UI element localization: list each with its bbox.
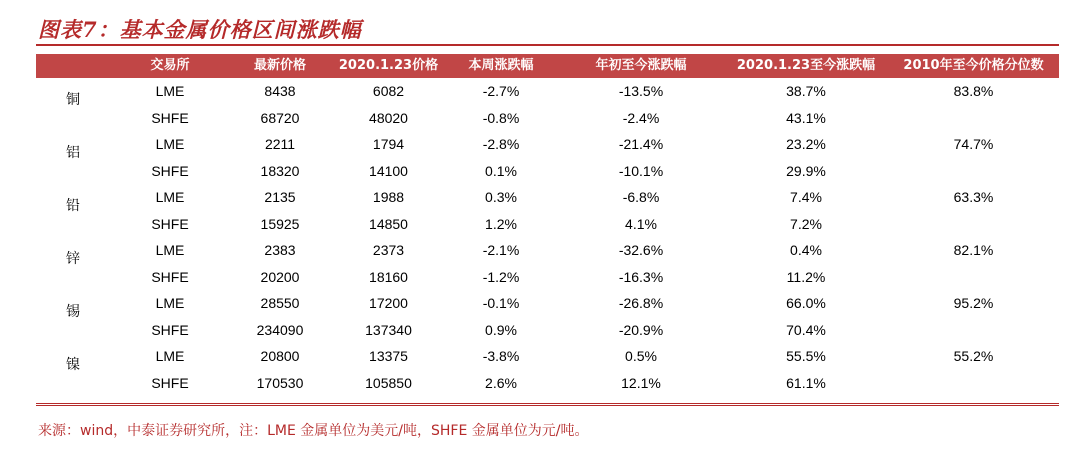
table-row <box>36 184 1059 210</box>
cell-change-since-20200123: 66.0% <box>786 295 826 311</box>
cell-latest-price: 234090 <box>256 321 304 338</box>
cell-change-since-20200123: 43.1% <box>786 109 826 126</box>
cell-change-since-20200123: 55.5% <box>786 348 826 364</box>
title-divider <box>36 44 1059 46</box>
table-row <box>36 158 1059 184</box>
table-row <box>36 370 1059 396</box>
cell-change-since-20200123: 70.4% <box>786 321 826 338</box>
cell-exchange: SHFE <box>151 215 189 232</box>
cell-exchange: LME <box>155 242 185 258</box>
cell-latest-price: 28550 <box>260 295 300 311</box>
cell-exchange: LME <box>155 295 185 311</box>
cell-weekly-change: 2.6% <box>485 374 517 391</box>
cell-ytd-change: -26.8% <box>618 295 664 311</box>
cell-price-20200123: 105850 <box>365 374 412 391</box>
table-row <box>36 78 1059 104</box>
cell-weekly-change: -1.2% <box>482 268 520 285</box>
cell-weekly-change: 1.2% <box>485 215 517 232</box>
cell-price-percentile: 83.8% <box>953 83 994 99</box>
cell-price-percentile: 74.7% <box>953 136 994 152</box>
cell-weekly-change: -2.8% <box>482 136 520 152</box>
cell-weekly-change: -2.7% <box>482 83 520 99</box>
source-note: 来源：wind，中泰证券研究所，注：LME 金属单位为美元/吨，SHFE 金属单位为元/吨。 <box>38 423 589 439</box>
metal-label: 锌 <box>66 251 80 267</box>
cell-latest-price: 2383 <box>264 242 296 258</box>
cell-weekly-change: -0.1% <box>482 295 520 311</box>
table-row <box>36 211 1059 237</box>
metal-label: 铅 <box>66 198 80 214</box>
table-row <box>36 264 1059 290</box>
cell-price-percentile: 82.1% <box>953 242 994 258</box>
table-row <box>36 317 1059 343</box>
cell-weekly-change: 0.9% <box>485 321 517 338</box>
cell-exchange: SHFE <box>151 268 189 285</box>
cell-ytd-change: 4.1% <box>625 215 657 232</box>
header-exchange: 交易所 <box>150 58 190 73</box>
cell-change-since-20200123: 7.4% <box>790 189 822 205</box>
cell-weekly-change: -2.1% <box>482 242 520 258</box>
bottom-divider <box>36 405 1059 406</box>
cell-latest-price: 15925 <box>260 215 300 232</box>
cell-exchange: LME <box>155 189 185 205</box>
cell-ytd-change: -20.9% <box>618 321 664 338</box>
cell-exchange: SHFE <box>151 321 189 338</box>
cell-weekly-change: -3.8% <box>482 348 520 364</box>
header-price-percentile: 2010年至今价格分位数 <box>903 58 1044 73</box>
header-price-20200123: 2020.1.23价格 <box>338 58 439 73</box>
cell-ytd-change: -6.8% <box>622 189 660 205</box>
header-latest-price: 最新价格 <box>253 58 306 73</box>
cell-latest-price: 20800 <box>260 348 300 364</box>
cell-ytd-change: -10.1% <box>618 162 664 179</box>
cell-ytd-change: -2.4% <box>622 109 660 126</box>
header-ytd-change: 年初至今涨跌幅 <box>595 58 687 73</box>
cell-change-since-20200123: 0.4% <box>790 242 822 258</box>
cell-latest-price: 68720 <box>260 109 300 126</box>
cell-ytd-change: -21.4% <box>618 136 664 152</box>
cell-weekly-change: 0.1% <box>485 162 517 179</box>
cell-price-20200123: 1794 <box>372 136 405 152</box>
cell-latest-price: 2135 <box>264 189 296 205</box>
cell-exchange: LME <box>155 136 185 152</box>
metal-label: 镍 <box>66 357 80 373</box>
cell-price-20200123: 48020 <box>369 109 408 126</box>
cell-exchange: LME <box>155 83 185 99</box>
cell-price-percentile: 95.2% <box>953 295 994 311</box>
cell-price-20200123: 17200 <box>369 295 408 311</box>
bottom-divider-top <box>36 403 1059 404</box>
cell-price-percentile: 63.3% <box>953 189 994 205</box>
table-row <box>36 290 1059 316</box>
table-row <box>36 105 1059 131</box>
cell-price-20200123: 13375 <box>369 348 408 364</box>
cell-change-since-20200123: 11.2% <box>786 268 826 285</box>
metal-label: 铜 <box>66 92 80 108</box>
cell-price-percentile: 55.2% <box>953 348 994 364</box>
header-change-since-20200123: 2020.1.23至今涨跌幅 <box>736 58 876 73</box>
cell-exchange: SHFE <box>151 374 189 391</box>
table-title: 图表7：基本金属价格区间涨跌幅 <box>38 17 362 42</box>
cell-price-20200123: 2373 <box>372 242 405 258</box>
cell-ytd-change: 12.1% <box>621 374 661 391</box>
cell-price-20200123: 137340 <box>365 321 412 338</box>
cell-exchange: SHFE <box>151 109 189 126</box>
cell-latest-price: 170530 <box>256 374 304 391</box>
cell-change-since-20200123: 29.9% <box>786 162 826 179</box>
cell-exchange: SHFE <box>151 162 189 179</box>
cell-ytd-change: -13.5% <box>618 83 664 99</box>
cell-price-20200123: 14100 <box>369 162 408 179</box>
cell-change-since-20200123: 38.7% <box>786 83 826 99</box>
cell-weekly-change: 0.3% <box>485 189 517 205</box>
cell-latest-price: 2211 <box>264 136 296 152</box>
cell-latest-price: 8438 <box>264 83 296 99</box>
cell-latest-price: 20200 <box>260 268 300 285</box>
metal-label: 铝 <box>66 145 80 161</box>
cell-ytd-change: 0.5% <box>625 348 657 364</box>
header-weekly-change: 本周涨跌幅 <box>468 58 534 73</box>
cell-weekly-change: -0.8% <box>482 109 520 126</box>
table-header <box>36 54 1059 78</box>
table-row <box>36 237 1059 263</box>
cell-latest-price: 18320 <box>260 162 300 179</box>
cell-exchange: LME <box>155 348 185 364</box>
cell-change-since-20200123: 7.2% <box>790 215 822 232</box>
cell-price-20200123: 6082 <box>372 83 405 99</box>
table-row <box>36 343 1059 369</box>
cell-price-20200123: 1988 <box>372 189 405 205</box>
metal-label: 锡 <box>66 304 80 320</box>
cell-ytd-change: -32.6% <box>618 242 664 258</box>
table-row <box>36 131 1059 157</box>
cell-price-20200123: 18160 <box>369 268 408 285</box>
cell-change-since-20200123: 61.1% <box>786 374 826 391</box>
cell-change-since-20200123: 23.2% <box>786 136 826 152</box>
cell-price-20200123: 14850 <box>369 215 408 232</box>
cell-ytd-change: -16.3% <box>618 268 664 285</box>
